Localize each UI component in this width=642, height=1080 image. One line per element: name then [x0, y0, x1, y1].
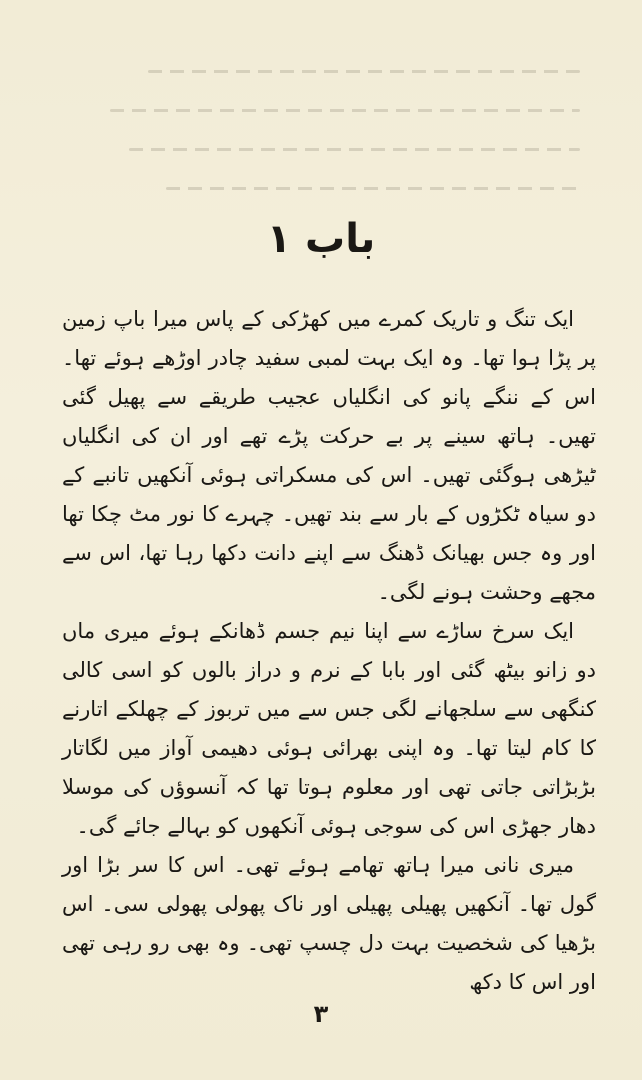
paragraph: ایک سرخ ساڑے سے اپنا نیم جسم ڈھانکے ہوئے میری ماں دو زانو بیٹھ گئی اور بابا کے نرم و دراز بالوں کو اسی کالی کنگھی سے سلجھانے لگی جس سے میں تربوز کے چھلکے اتارنے کا کام لیتا تھا۔ وہ اپنی بھرائی ہوئی دھیمی آواز میں لگاتار بڑبڑاتی جاتی تھی اور معلوم ہوتا تھا کہ آنسوؤں کی موسلا دھار جھڑی اس کی سوجی ہوئی آنکھوں کو بہالے جائے گی۔	[62, 619, 596, 838]
chapter-title: باب ١	[266, 216, 376, 262]
paragraph: ایک تنگ و تاریک کمرے میں کھڑکی کے پاس میرا باپ زمین پر پڑا ہوا تھا۔ وہ ایک بہت لمبی سفید چادر اوڑھے ہوئے تھا۔ اس کے ننگے پانو کی انگلیاں عجیب طریقے سے پھیل گئی تھیں۔ ہاتھ سینے پر بے حرکت پڑے تھے اور ان کی انگلیاں ٹیڑھی ہوگئی تھیں۔ اس کی مسکراتی ہوئی آنکھیں تانبے کے دو سیاہ ٹکڑوں کے بار سے بند تھیں۔ چہرے کا نور مٹ چکا تھا اور وہ جس بھیانک ڈھنگ سے اپنے دانت دکھا رہا تھا، اس سے مجھے وحشت ہونے لگی۔	[62, 307, 596, 604]
page-number: ٣	[313, 1000, 329, 1028]
body-text	[62, 300, 596, 1002]
paragraph: میری نانی میرا ہاتھ تھامے ہوئے تھی۔ اس کا سر بڑا اور گول تھا۔ آنکھیں پھیلی پھیلی اور ناک پھولی پھولی سی۔ اس بڑھیا کی شخصیت بہت دل چسپ تھی۔ وہ بھی رو رہی تھی اور اس کا دکھ	[62, 853, 596, 994]
